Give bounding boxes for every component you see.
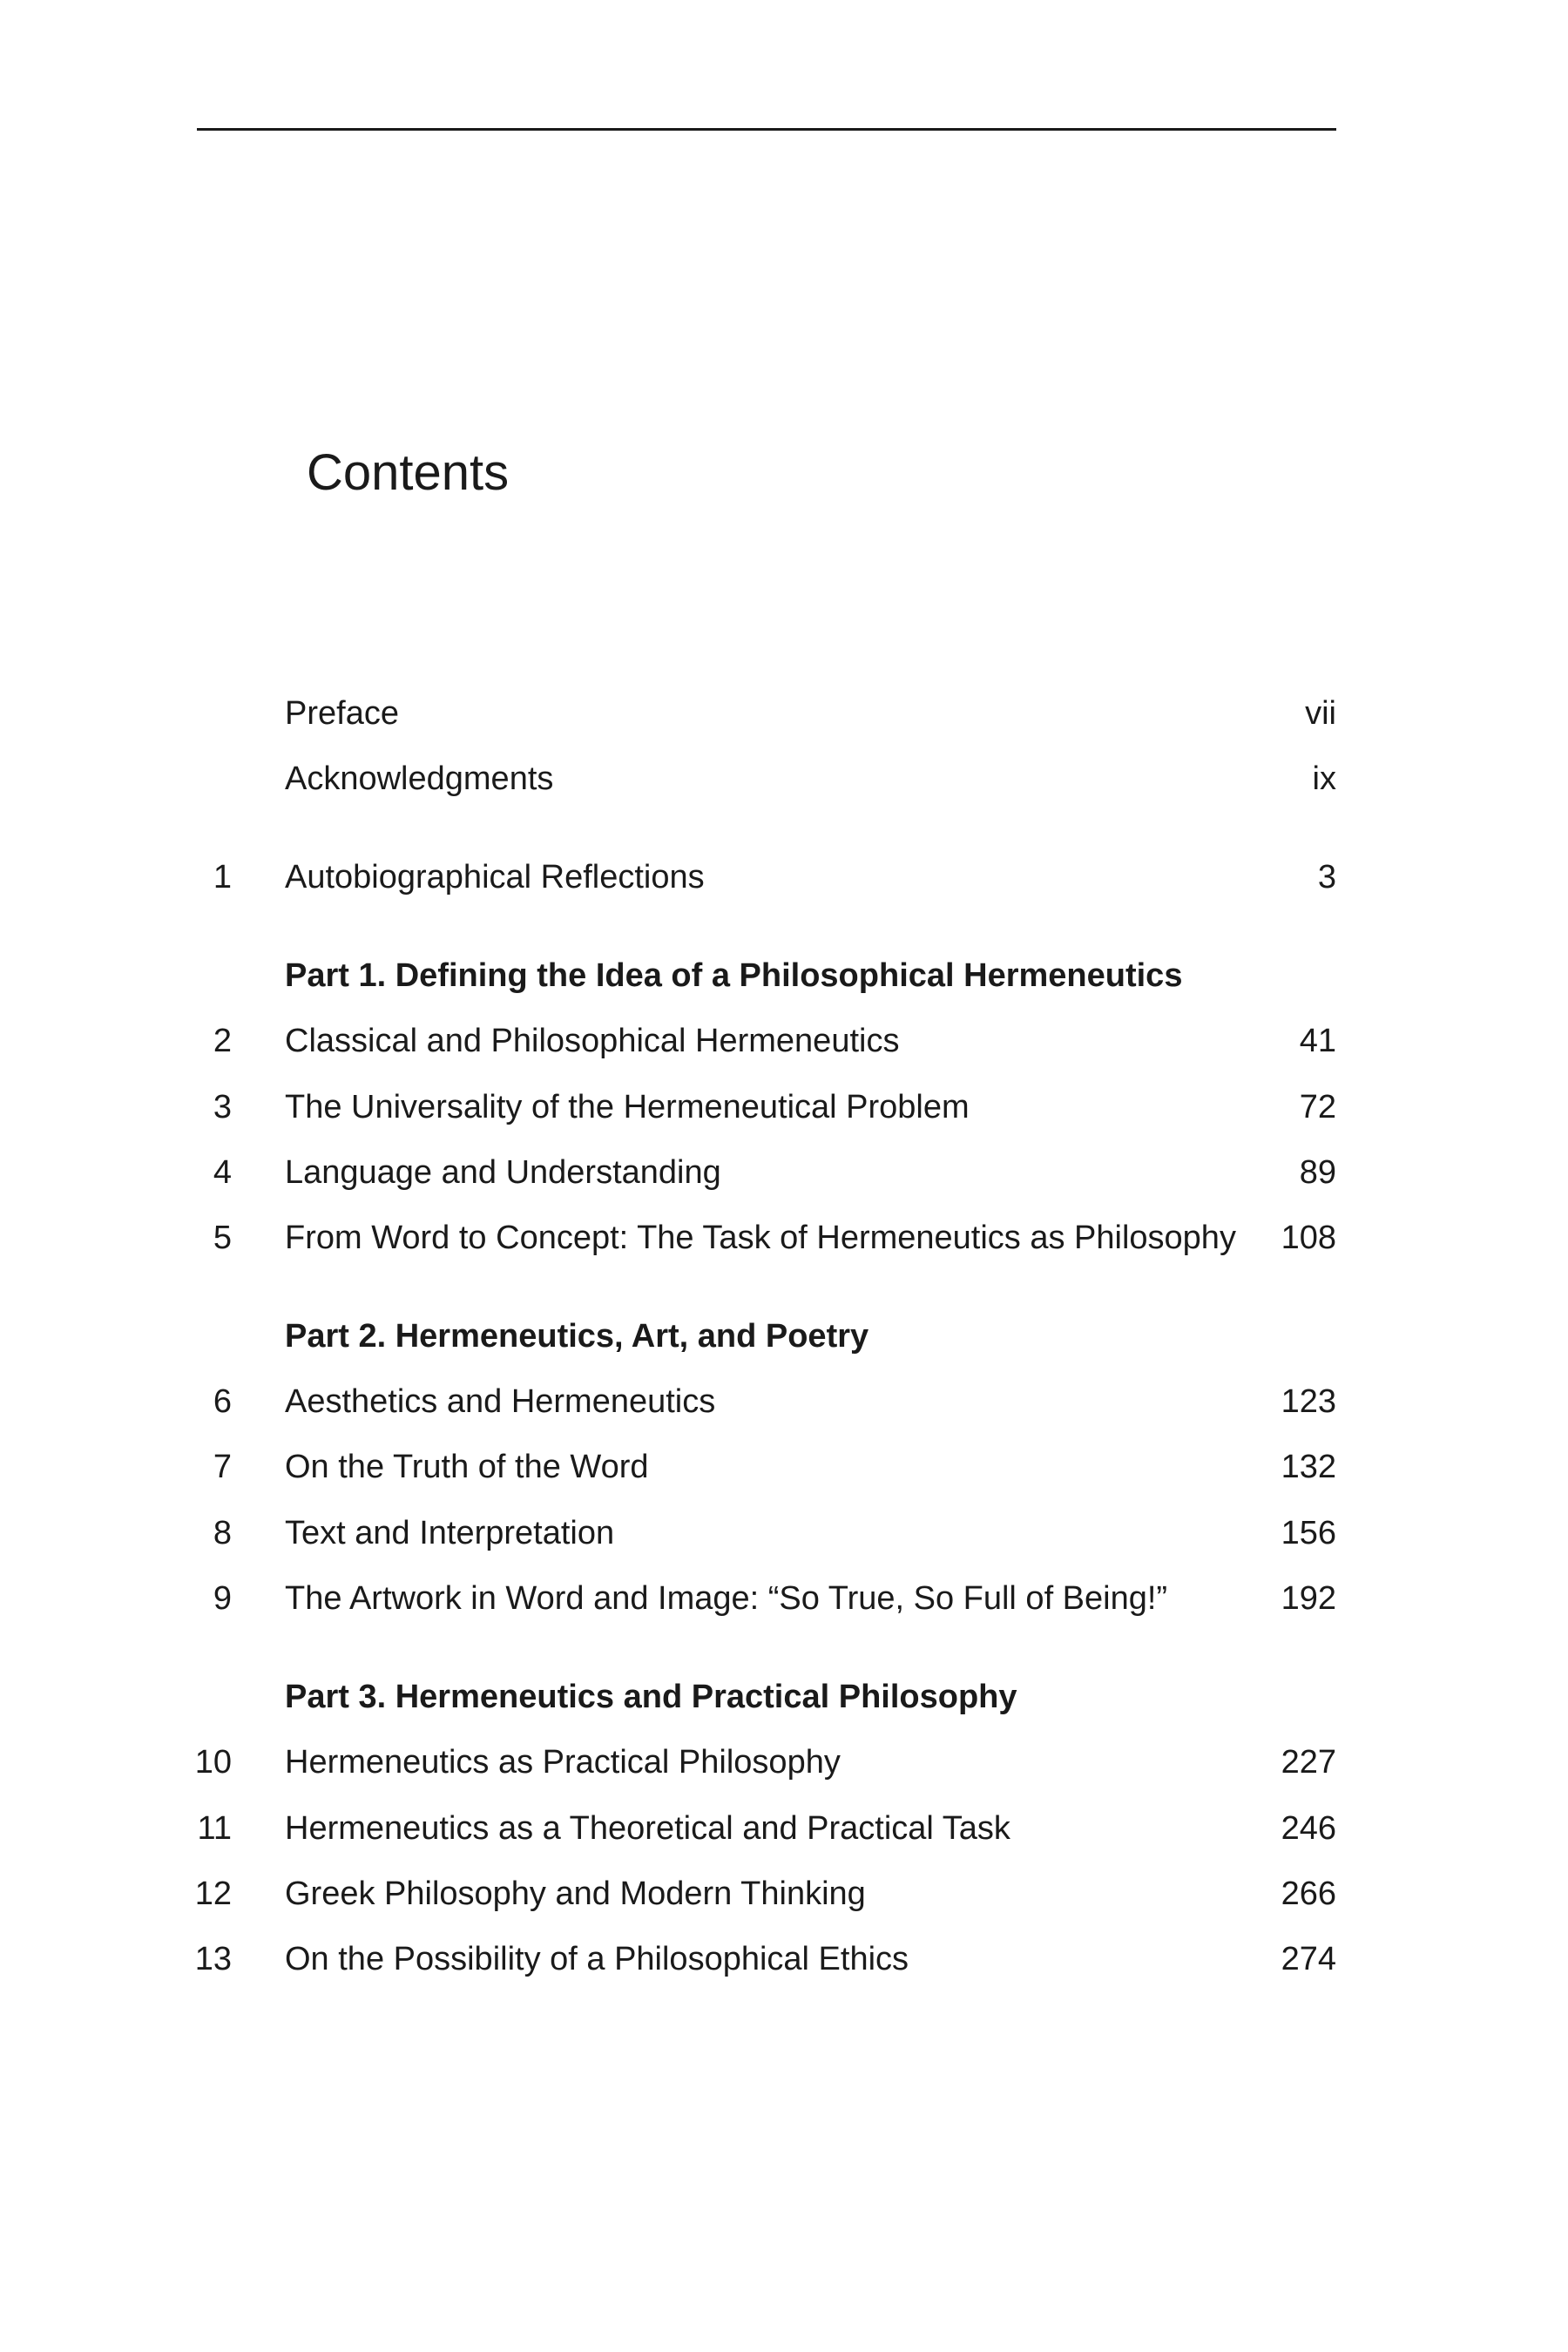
toc-entry-title: The Universality of the Hermeneutical Problem — [285, 1089, 970, 1125]
toc-entry-page: 266 — [1281, 1876, 1336, 1912]
toc-entry-number: 4 — [213, 1154, 232, 1191]
toc-entry-number: 13 — [194, 1941, 232, 1977]
toc-entry-title: Greek Philosophy and Modern Thinking — [285, 1876, 866, 1912]
toc-entry-page: 192 — [1281, 1580, 1336, 1617]
toc-entry-number: 1 — [213, 859, 232, 896]
toc-entry-page: 41 — [1299, 1023, 1336, 1059]
toc-entry-chapter-10[interactable] — [0, 1738, 1568, 1787]
toc-entry-number: 5 — [213, 1220, 232, 1256]
toc-entry-acknowledgments[interactable] — [0, 754, 1568, 803]
toc-entry-number: 12 — [194, 1876, 232, 1912]
toc-entry-chapter-2[interactable] — [0, 1017, 1568, 1065]
toc-entry-page: 274 — [1281, 1941, 1336, 1977]
toc-entry-title: Autobiographical Reflections — [285, 859, 705, 896]
toc-part-title: Part 1. Defining the Idea of a Philosophical Hermeneutics — [285, 957, 1183, 994]
toc-entry-chapter-13[interactable] — [0, 1935, 1568, 1984]
toc-entry-chapter-6[interactable] — [0, 1377, 1568, 1426]
toc-entry-title: Text and Interpretation — [285, 1515, 615, 1551]
toc-entry-page: ix — [1312, 760, 1336, 797]
toc-entry-number: 11 — [197, 1810, 232, 1847]
toc-part-heading-1[interactable] — [0, 951, 1568, 1000]
toc-entry-page: 89 — [1299, 1154, 1336, 1191]
toc-entry-title: Aesthetics and Hermeneutics — [285, 1383, 716, 1420]
toc-entry-page: 108 — [1281, 1220, 1336, 1256]
toc-entry-number: 6 — [213, 1383, 232, 1420]
toc-entry-page: vii — [1305, 695, 1336, 732]
toc-part-heading-3[interactable] — [0, 1673, 1568, 1721]
toc-entry-title: Language and Understanding — [285, 1154, 721, 1191]
toc-entry-title: On the Truth of the Word — [285, 1449, 649, 1485]
toc-entry-title: Acknowledgments — [285, 760, 554, 797]
toc-entry-preface[interactable] — [0, 689, 1568, 738]
toc-entry-chapter-3[interactable] — [0, 1083, 1568, 1132]
toc-entry-number: 3 — [213, 1089, 232, 1125]
toc-entry-chapter-9[interactable] — [0, 1574, 1568, 1623]
toc-entry-title: Hermeneutics as Practical Philosophy — [285, 1744, 841, 1781]
toc-entry-page: 72 — [1299, 1089, 1336, 1125]
toc-entry-number: 8 — [213, 1515, 232, 1551]
toc-entry-chapter-4[interactable] — [0, 1148, 1568, 1197]
toc-part-title: Part 3. Hermeneutics and Practical Philosophy — [285, 1679, 1017, 1715]
toc-entry-title: Classical and Philosophical Hermeneutics — [285, 1023, 900, 1059]
toc-entry-number: 10 — [194, 1744, 232, 1781]
toc-part-heading-2[interactable] — [0, 1312, 1568, 1361]
toc-entry-number: 7 — [213, 1449, 232, 1485]
toc-part-title: Part 2. Hermeneutics, Art, and Poetry — [285, 1318, 869, 1355]
toc-entry-title: Hermeneutics as a Theoretical and Practical Task — [285, 1810, 1010, 1847]
toc-entry-title: The Artwork in Word and Image: “So True, So Full of Being!” — [285, 1580, 1168, 1617]
toc-entry-page: 246 — [1281, 1810, 1336, 1847]
toc-entry-page: 156 — [1281, 1515, 1336, 1551]
toc-entry-title: From Word to Concept: The Task of Hermeneutics as Philosophy — [285, 1220, 1236, 1256]
toc-entry-page: 132 — [1281, 1449, 1336, 1485]
toc-entry-chapter-1[interactable] — [0, 853, 1568, 902]
toc-entry-page: 3 — [1317, 859, 1336, 896]
toc-entry-number: 2 — [213, 1023, 232, 1059]
toc-entry-chapter-5[interactable] — [0, 1213, 1568, 1262]
toc-entry-chapter-12[interactable] — [0, 1869, 1568, 1918]
toc-entry-chapter-7[interactable] — [0, 1443, 1568, 1491]
toc-entry-page: 227 — [1281, 1744, 1336, 1781]
toc-entry-number: 9 — [213, 1580, 232, 1617]
toc-entry-page: 123 — [1281, 1383, 1336, 1420]
toc-entry-chapter-8[interactable] — [0, 1509, 1568, 1558]
toc-entry-title: Preface — [285, 695, 399, 732]
toc-entry-chapter-11[interactable] — [0, 1804, 1568, 1853]
page-title: Contents — [307, 443, 510, 501]
toc-entry-title: On the Possibility of a Philosophical Ethics — [285, 1941, 909, 1977]
